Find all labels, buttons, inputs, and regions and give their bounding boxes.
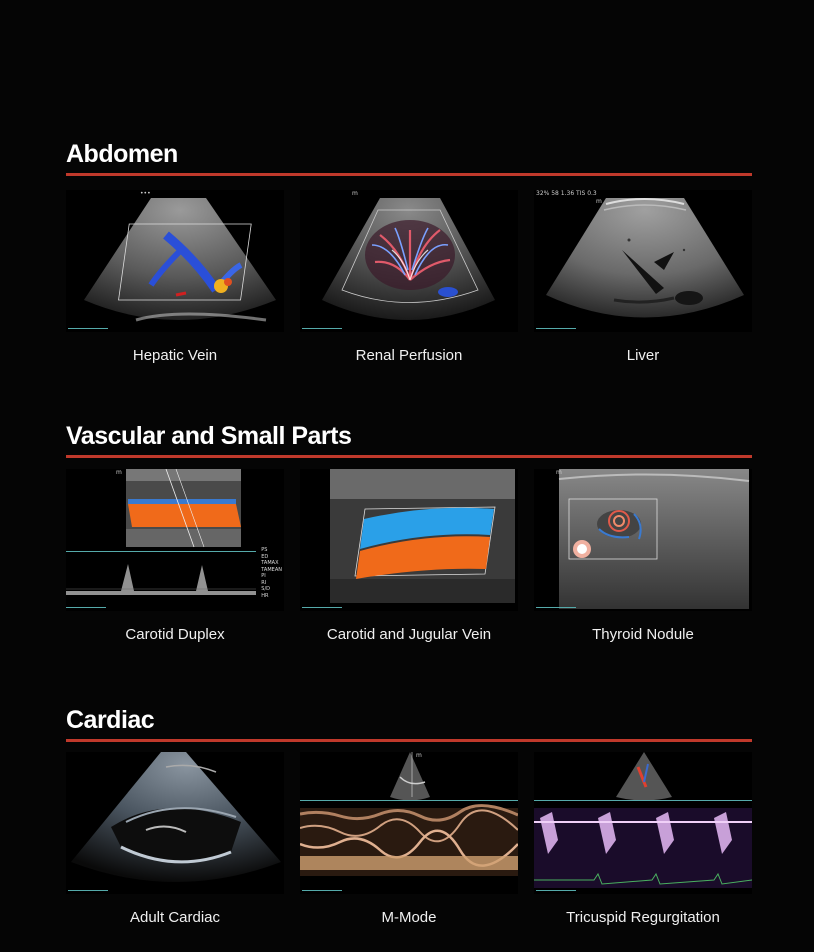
spectral-measurement-labels bbox=[261, 547, 282, 599]
hepatic-vein-ultrasound-image: ••• bbox=[66, 190, 284, 332]
section-title: Cardiac bbox=[66, 706, 155, 734]
section-cardiac bbox=[66, 705, 752, 952]
tile-m-mode[interactable] bbox=[300, 752, 518, 926]
tile-caption: Tricuspid Regurgitation bbox=[566, 909, 720, 926]
tile-hepatic-vein[interactable] bbox=[66, 190, 284, 364]
thyroid-nodule-ultrasound-image: m bbox=[534, 469, 752, 611]
tile-renal-perfusion[interactable] bbox=[300, 190, 518, 364]
label-sd: S/D bbox=[261, 586, 270, 592]
tile-caption: Carotid Duplex bbox=[125, 626, 225, 643]
section-divider bbox=[66, 739, 752, 742]
label-pi: PI bbox=[261, 573, 266, 579]
section-title: Vascular and Small Parts bbox=[66, 422, 352, 450]
carotid-jugular-ultrasound-image bbox=[300, 469, 518, 611]
carotid-duplex-ultrasound-image: m PS ED TAMAX TAMEAN PI RI S/D HR bbox=[66, 469, 284, 611]
tile-caption: Hepatic Vein bbox=[132, 347, 218, 364]
tile-tricuspid-regurgitation[interactable] bbox=[534, 752, 752, 926]
renal-perfusion-ultrasound-image: m bbox=[300, 190, 518, 332]
section-divider bbox=[66, 455, 752, 458]
tile-caption: Liver bbox=[626, 347, 660, 364]
m-mode-ultrasound-image: m bbox=[300, 752, 518, 894]
tile-adult-cardiac[interactable] bbox=[66, 752, 284, 926]
adult-cardiac-ultrasound-image bbox=[66, 752, 284, 894]
tile-caption: Carotid and Jugular Vein bbox=[326, 626, 492, 643]
tile-carotid-duplex[interactable] bbox=[66, 469, 284, 643]
label-tamax: TAMAX bbox=[261, 560, 279, 566]
label-hr: HR bbox=[261, 592, 269, 599]
tile-caption: Renal Perfusion bbox=[355, 347, 463, 364]
tile-caption: Adult Cardiac bbox=[129, 909, 221, 926]
tile-caption: Thyroid Nodule bbox=[592, 626, 694, 643]
label-ri: RI bbox=[261, 579, 267, 586]
tile-carotid-jugular-vein[interactable] bbox=[300, 469, 518, 643]
label-ps: PS bbox=[261, 547, 268, 553]
section-vascular-small-parts bbox=[66, 421, 752, 669]
tile-liver[interactable] bbox=[534, 190, 752, 364]
section-abdomen bbox=[66, 139, 752, 390]
tile-thyroid-nodule[interactable] bbox=[534, 469, 752, 643]
liver-ultrasound-image: 32% 58 1.36 TIS 0.3 m bbox=[534, 190, 752, 332]
tricuspid-regurgitation-ultrasound-image bbox=[534, 752, 752, 894]
tile-caption: M-Mode bbox=[381, 909, 437, 926]
label-ed: ED bbox=[261, 553, 269, 560]
section-title: Abdomen bbox=[66, 140, 178, 168]
label-tamean: TAMEAN bbox=[261, 566, 282, 573]
section-divider bbox=[66, 173, 752, 176]
